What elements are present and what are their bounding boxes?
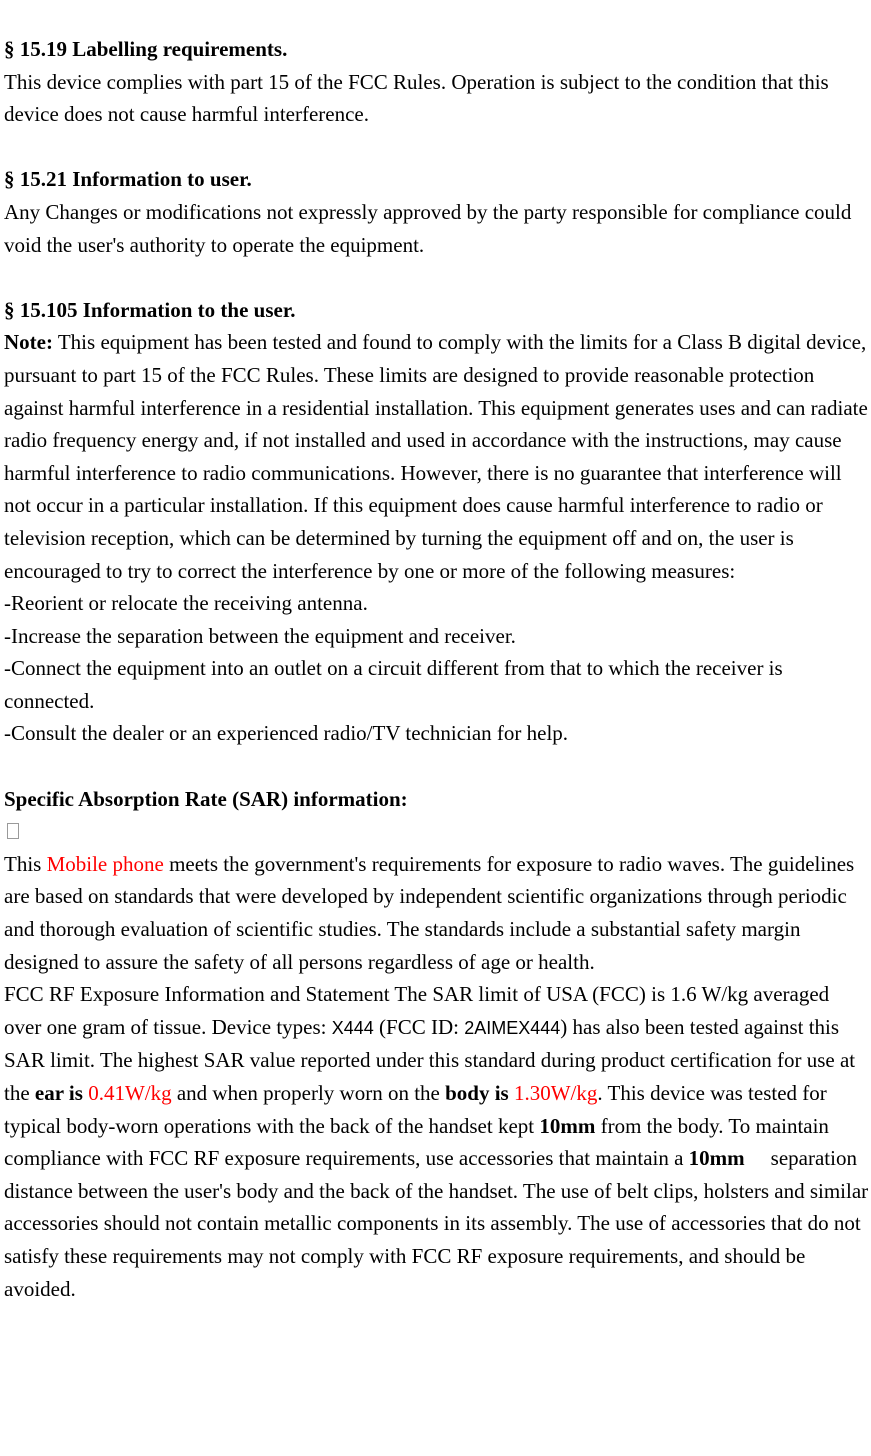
sar-text-5: . This device was tested for typical body-worn operations with the back of the handset kept: [4, 1081, 827, 1138]
info-user-body: Any Changes or modifications not expressly approved by the party responsible for compliance could void the user's authority to operate the equipment.: [4, 199, 852, 257]
measure-item: -Reorient or relocate the receiving antenna.: [4, 591, 368, 616]
sar-intro-paragraph: [4, 848, 870, 978]
sar-statement-paragraph: [4, 978, 870, 1305]
sar-text-6: from the body. To maintain compliance with FCC RF exposure requirements, use accessories that maintain a: [4, 1113, 829, 1171]
note-body: This equipment has been tested and found to comply with the limits for a Class B digital device, pursuant to part 15 of the FCC Rules. These limits are designed to provide reasonable protection against harmful interference in a residential installation. This equipment generates uses and can radiate radio frequency energy and, if not installed and used in accordance with the instructions, may cause harmful interference to radio communications. However, there is no guarantee that interference will not occur in a particular installation. If this equipment does cause harmful interference to radio or television reception, which can be determined by turning the equipment off and on, the user is encouraged to try to correct the interference by one or more of the following measures:: [4, 330, 868, 583]
sar-text-7: separation distance between the user's body and the back of the handset. The use of belt clips, holsters and similar accessories should not contain metallic components in its assembly. The use of accessories that do not satisfy these requirements may not comply with FCC RF exposure requirements, and should be avoided.: [4, 1146, 869, 1301]
missing-glyph-line: [4, 815, 870, 848]
body-sar-value: 1.30W/kg: [513, 1081, 598, 1105]
fcc-id-value: 2AIMEX444: [464, 1017, 561, 1038]
note-paragraph: [4, 326, 870, 587]
missing-glyph-icon: [7, 823, 19, 839]
device-model: X444: [331, 1017, 374, 1038]
sar-intro-suffix: meets the government's requirements for exposure to radio waves. The guidelines are based on standards that were developed by independent scientific organizations through periodic and thorough evaluation of scientific studies. The standards include a substantial safety margin designed to assure the safety of all persons regardless of age or health.: [4, 851, 855, 974]
sar-text-4: and when properly worn on the: [171, 1081, 446, 1105]
ear-sar-value: 0.41W/kg: [88, 1081, 172, 1105]
sar-text-3: ) has also been tested against this SAR limit. The highest SAR value reported under this standard during product certification for use at the: [4, 1014, 856, 1105]
section-info-the-user: [4, 294, 870, 750]
measure-item: -Consult the dealer or an experienced radio/TV technician for help.: [4, 721, 569, 746]
info-user-heading: § 15.21 Information to user.: [4, 167, 252, 192]
ear-label: ear is: [34, 1081, 83, 1105]
labelling-body: This device complies with part 15 of the FCC Rules. Operation is subject to the condition that this device does not cause harmful interference.: [4, 69, 829, 127]
body-label: body is: [445, 1081, 509, 1105]
measure-item: -Increase the separation between the equipment and receiver.: [4, 623, 516, 648]
sar-intro-prefix: This: [4, 851, 47, 876]
measure-item: -Connect the equipment into an outlet on a circuit different from that to which the receiver is connected.: [4, 656, 783, 713]
section-labelling: [4, 33, 870, 131]
section-info-user: [4, 163, 870, 261]
document-page: [4, 33, 870, 1338]
separation-distance-2: 10mm: [688, 1146, 745, 1171]
section-sar: [4, 783, 870, 1306]
info-the-user-heading: § 15.105 Information to the user.: [4, 297, 296, 322]
note-label: Note:: [4, 330, 53, 355]
sar-text-1: FCC RF Exposure Information and Statement The SAR limit of USA (FCC) is 1.6 W/kg averaged over one gram of tissue. Device types:: [4, 982, 830, 1039]
device-type-label: Mobile phone: [46, 851, 164, 876]
sar-heading: Specific Absorption Rate (SAR) information:: [4, 786, 408, 811]
sar-text-2: (FCC ID:: [373, 1014, 465, 1039]
labelling-heading: § 15.19 Labelling requirements.: [4, 37, 288, 61]
separation-distance-1: 10mm: [539, 1113, 596, 1138]
